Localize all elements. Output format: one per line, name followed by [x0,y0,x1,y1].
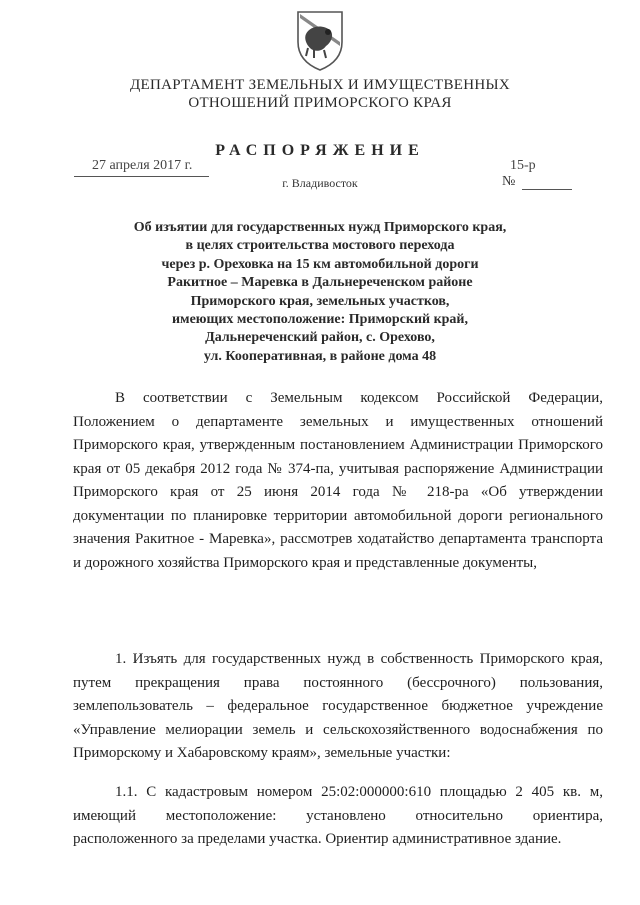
document-city: г. Владивосток [282,176,358,190]
preamble-paragraph: В соответствии с Земельным кодексом Российской Федерации, Положением о департаменте земельных и имущественных отношений Приморского края, утвержденным постановлением Администрации Приморского края от 05 декабря 2012 года № 374-па, учитывая распоряжение Администрации Приморского края от 25 июня 2014 года № 218-ра «Об утверждении документации по планировке территории автомобильной дороги регионального значения Ракитное - Маревка», рассмотрев ходатайство департамента транспорта и дорожного хозяйства Приморского края и представленные документы, [73,390,603,571]
department-line-1: ДЕПАРТАМЕНТ ЗЕМЕЛЬНЫХ И ИМУЩЕСТВЕННЫХ [129,77,511,93]
department-name [0,76,640,112]
title-line: ул. Кооперативная, в районе дома 48 [203,348,437,364]
number-sign: № [502,174,516,189]
document-type: РАСПОРЯЖЕНИЕ [215,142,425,159]
title-line: Приморского края, земельных участков, [190,293,450,309]
title-line: Ракитное – Маревка в Дальнереченском районе [167,275,473,291]
title-line: Об изъятии для государственных нужд Приморского края, [133,220,507,235]
title-line: через р. Ореховка на 15 км автомобильной дороги [161,256,479,272]
department-line-2: ОТНОШЕНИЙ ПРИМОРСКОГО КРАЯ [188,95,452,111]
title-line: имеющих местоположение: Приморский край, [171,312,469,328]
item-1-1-paragraph: 1.1. С кадастровым номером 25:02:000000:610 площадью 2 405 кв. м, имеющий местоположение: установлено относительно ориентира, расположенного за пределами участка. Ориентир административное здание. [73,784,603,847]
item-1-paragraph: 1. Изъять для государственных нужд в собственность Приморского края, путем прекращения права постоянного (бессрочного) пользования, землепользователь – федеральное государственное бюджетное учреждение «Управление мелиорации земель и сельскохозяйственного водоснабжения по Приморскому и Хабаровскому краям», земельные участки: [73,651,603,761]
title-line: в целях строительства мостового перехода [185,238,455,254]
coat-of-arms-emblem [292,8,348,72]
document-title [100,219,540,366]
number-underline [522,189,572,190]
title-line: Дальнереченский район, с. Орехово, [205,330,435,346]
document-number: 15-р [510,158,536,173]
document-date: 27 апреля 2017 г. [92,158,193,173]
